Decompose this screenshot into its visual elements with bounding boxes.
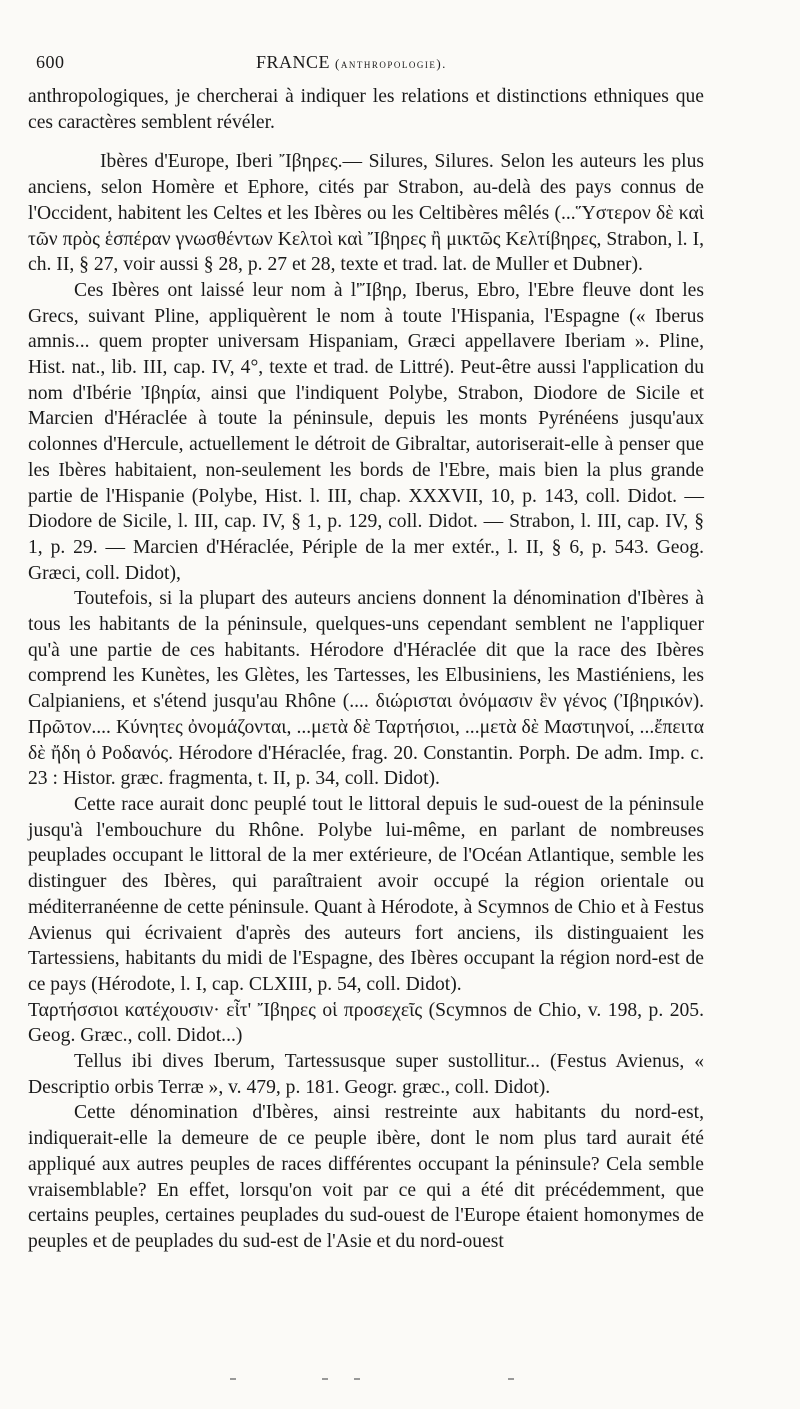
running-head <box>256 52 447 73</box>
paragraph-1: anthropologiques, je chercherai à indiquer les relations et distinctions ethniques que ces caractères semblent révéler. <box>28 86 704 133</box>
running-head-main: FRANCE <box>256 52 331 72</box>
paragraph-4: Toutefois, si la plupart des auteurs anciens donnent la dénomination d'Ibères à tous les habitants de la péninsule, quelques-uns cependant semblent ne l'appliquer qu'à une partie de ces habitants. Hérodore d'Héraclée dit que la race des Ibères comprend les Kunètes, les Glètes, les Tartesses, les Elbusiniens, les Mastiéniens, les Calpianiens, et s'étend jusqu'au Rhône (.... διώρισται ὀνόμασιν ἓν γένος (Ἰβηρικόν). Πρῶτον.... Κύνητες ὀνομάζονται, ...μετὰ δὲ Ταρτήσιοι, ...μετὰ δὲ Μαστιηνοί, ...ἔπειτα δὲ ἤδη ὁ Ροδανός. Hérodore d'Héraclée, frag. 20. Constantin. Porph. De adm. Imp. c. 23 : Histor. græc. fragmenta, t. II, p. 34, coll. Didot). <box>28 588 704 790</box>
paragraph-7-quote-latin: Tellus ibi dives Iberum, Tartessusque super sustollitur... (Festus Avienus, « Descriptio orbis Terræ », v. 479, p. 181. Geogr. græc., coll. Didot). <box>28 1051 704 1098</box>
paragraph-3: Ces Ibères ont laissé leur nom à l'Ἴβηρ, Iberus, Ebro, l'Ebre fleuve dont les Grecs, suivant Pline, appliquèrent le nom à toute l'Hispania, l'Espagne (« Iberus amnis... quem propter universam Hispaniam, Græci appellavere Iberiam ». Pline, Hist. nat., lib. III, cap. IV, 4°, texte et trad. de Littré). Peut-être aussi l'application du nom d'Ibérie Ἰβηρία, ainsi que l'indiquent Polybe, Strabon, Diodore de Sicile et Marcien d'Héraclée à toute la péninsule, depuis les monts Pyrénéens jusqu'aux colonnes d'Hercule, actuellement le détroit de Gibraltar, autoriserait-elle à penser que les Ibères habitaient, non-seulement les bords de l'Ebre, mais bien la plus grande partie de l'Hispanie (Polybe, Hist. l. III, chap. XXXVII, 10, p. 143, coll. Didot. — Diodore de Sicile, l. III, cap. IV, § 1, p. 129, coll. Didot. — Strabon, l. III, cap. IV, § 1, p. 29. — Marcien d'Héraclée, Périple de la mer extér., l. II, § 6, p. 543. Geog. Græci, coll. Didot), <box>28 279 704 584</box>
paragraph-8: Cette dénomination d'Ibères, ainsi restreinte aux habitants du nord-est, indiquerait-elle la demeure de ce peuple ibère, dont le nom plus tard aurait été appliqué aux autres peuples de races différentes occupant la péninsule? Cela semble vraisemblable? En effet, lorsqu'on voit par ce qui a été dit précédemment, que certains peuples, certaines peuplades du sud-ouest de l'Europe étaient homonymes de peuples et de peuplades du sud-est de l'Asie et du nord-ouest <box>28 1102 704 1252</box>
paragraph-2: Ibères d'Europe, Iberi Ἴβηρες.— Silures, Silures. Selon les auteurs les plus anciens, selon Homère et Ephore, cités par Strabon, au-delà des pays connus de l'Occident, habitent les Celtes et les Ibères ou les Celtibères mêlés (...Ὕστερον δὲ καὶ τῶν πρὸς ἑσπέραν γνωσθέντων Κελτοὶ καὶ Ἴβηρες ἢ μικτῶς Κελτίβηρες, Strabon, l. I, ch. II, § 27, voir aussi § 28, p. 27 et 28, texte et trad. lat. de Muller et Dubner). <box>28 151 704 276</box>
bottom-margin-specks <box>0 1378 800 1398</box>
document-page <box>28 52 704 1255</box>
page-header <box>28 52 704 80</box>
print-speck <box>354 1378 360 1380</box>
print-speck <box>508 1378 514 1380</box>
print-speck <box>230 1378 236 1380</box>
paragraph-6-quote-greek: Ταρτήσσιοι κατέχουσιν· εἶτ' Ἴβηρες οἱ προσεχεῖς (Scymnos de Chio, v. 198, p. 205. Geog. Græc., coll. Didot...) <box>28 999 704 1047</box>
print-speck <box>322 1378 328 1380</box>
paragraph-5: Cette race aurait donc peuplé tout le littoral depuis le sud-ouest de la péninsule jusqu'à l'embouchure du Rhône. Polybe lui-même, en parlant de nombreuses peuplades occupant le littoral de la mer extérieure, de l'Océan Atlantique, semble les distinguer des Ibères, qui paraîtraient avoir occupé la région orientale ou méditerranéenne de cette péninsule. Quant à Hérodote, à Scymnos de Chio et à Festus Avienus qui écrivaient d'après des auteurs fort anciens, ils distinguaient les Tartessiens, habitants du midi de l'Espagne, des Ibères occupant la région nord-est de ce pays (Hérodote, l. I, cap. CLXIII, p. 54, coll. Didot). <box>28 793 704 995</box>
page-body <box>28 84 704 1255</box>
running-head-sub: (anthropologie). <box>335 56 447 71</box>
page-number: 600 <box>36 52 65 72</box>
